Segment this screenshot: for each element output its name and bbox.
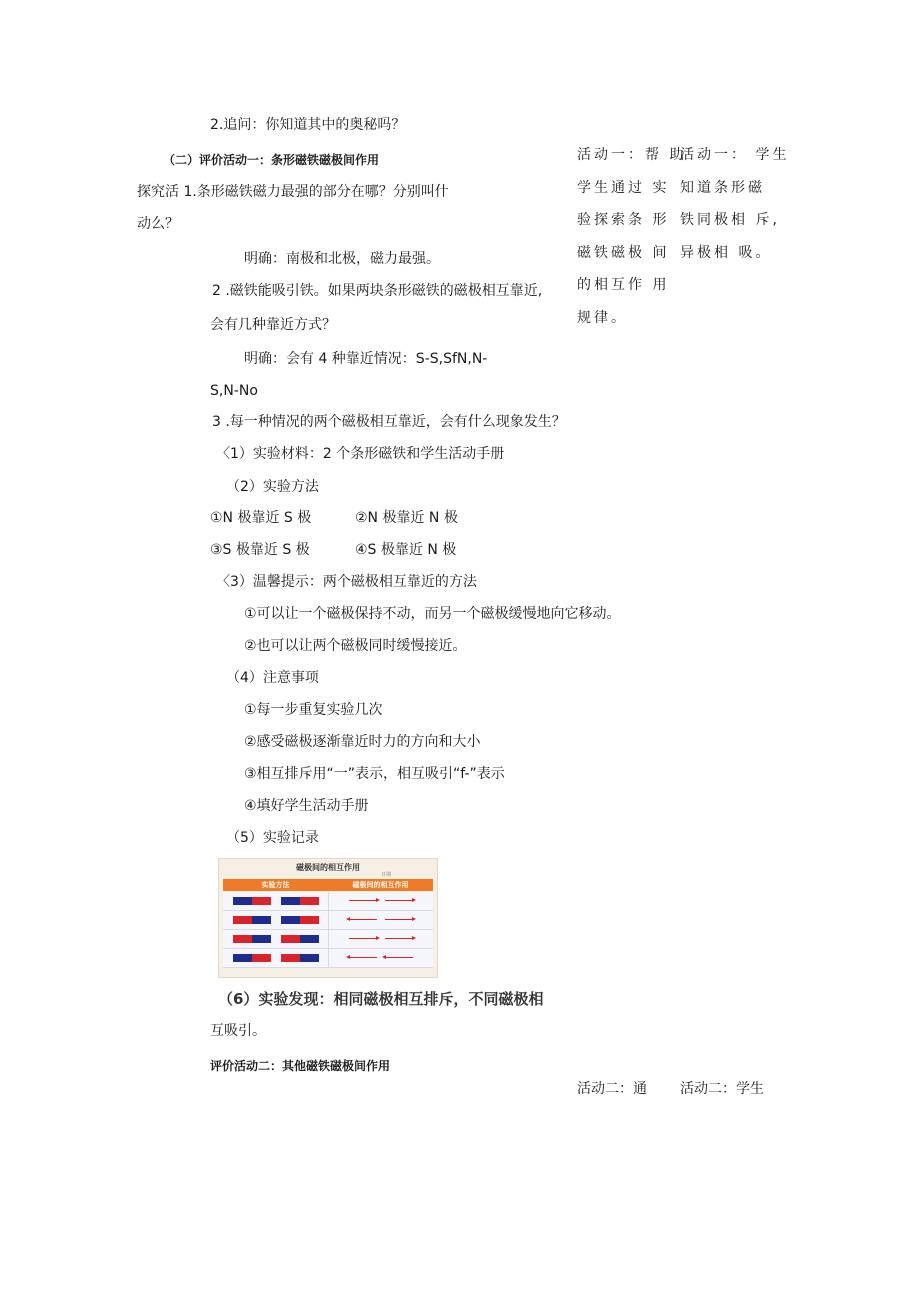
activity-2-purpose: 活动二：通 [577,1081,647,1097]
table-row [223,911,433,930]
method-2: ②N 极靠近 N 极 [355,510,458,526]
tip-1: ①可以让一个磁极保持不动，而另一个磁极缓慢地向它移动。 [244,606,621,622]
outcome-line: 铁同极相 斥, [680,212,780,228]
clarify-2-line-b: S,N-No [210,383,258,399]
point-2-line-b: 会有几种靠近方式？ [210,317,336,333]
arrow-right-icon [349,938,377,939]
record-table-date: 日期 [380,872,391,878]
activity-outcome-column [680,139,789,269]
purpose-line: 活动一：帮 助 [577,147,687,163]
purpose-line: 规律。 [577,309,628,326]
arrow-right-icon [385,938,413,939]
notes-heading: （4）注意事项 [226,670,319,686]
clarify-2-line-a: 明确：会有 4 种靠近情况：S-S,SfN,N- [244,351,488,367]
col-method: 实验方法 [261,881,290,889]
purpose-line: 的相互作 用 [577,277,670,293]
magnet-icon [233,916,271,924]
arrow-right-icon [385,919,413,920]
arrow-left-icon [349,919,377,920]
table-row [223,930,433,949]
magnet-icon [233,954,271,962]
note-2: ②感受磁极逐渐靠近时力的方向和大小 [244,734,481,750]
method-1: ①N 极靠近 S 极 [210,510,312,526]
magnet-icon [233,935,271,943]
activity-2-outcome: 活动二：学生 [680,1081,764,1097]
method-heading: （2）实验方法 [226,479,319,495]
finding-line-b: 互吸引。 [210,1023,266,1039]
purpose-line: 磁铁磁极 间 [577,244,670,261]
table-row [223,949,433,968]
record-table-title: 磁极间的相互作用 [296,863,360,872]
method-4: ④S 极靠近 N 极 [355,542,457,558]
note-4: ④填好学生活动手册 [244,798,369,814]
finding-line-a: （6）实验发现：相同磁极相互排斥，不同磁极相 [218,990,544,1008]
note-1: ①每一步重复实验几次 [244,702,383,718]
note-3: ③相互排斥用“一”表示，相互吸引“f-”表示 [244,766,505,782]
arrow-left-icon [349,957,377,958]
point-3: 3 .每一种情况的两个磁极相互靠近，会有什么现象发生？ [212,414,566,430]
explore-1-line-a: 探究活 1.条形磁铁磁力最强的部分在哪？分别叫什 [137,184,449,200]
magnet-icon [281,916,319,924]
materials: 〈1）实验材料：2 个条形磁铁和学生活动手册 [216,446,505,462]
explore-1-line-b: 动么？ [137,216,179,232]
outcome-line: 知道条形磁 [680,179,765,196]
record-table-header [223,879,433,891]
magnet-icon [281,935,319,943]
outcome-line: 活动一： 学生 [680,147,790,163]
col-result: 磁极间的相互作用 [352,881,409,889]
activity-purpose-column [577,139,686,334]
table-row [223,892,433,911]
magnet-icon [281,954,319,962]
record-heading: （5）实验记录 [226,830,319,846]
tips-heading: 〈3）温馨提示：两个磁极相互靠近的方法 [216,574,477,590]
experiment-record-table [218,858,438,978]
eval-activity-1-heading: （二）评价活动一：条形磁铁磁极间作用 [163,153,380,167]
arrow-right-icon [349,900,377,901]
outcome-line: 异极相 吸。 [680,244,773,261]
tip-2: ②也可以让两个磁极同时缓慢接近。 [244,638,467,654]
method-3: ③S 极靠近 S 极 [210,542,310,558]
arrow-right-icon [385,900,413,901]
clarify-1: 明确：南极和北极，磁力最强。 [244,251,440,267]
magnet-icon [281,897,319,905]
purpose-line: 验探索条 形 [577,212,670,228]
point-2-line-a: 2 .磁铁能吸引铁。如果两块条形磁铁的磁极相互靠近, [212,283,543,299]
eval-activity-2-heading: 评价活动二：其他磁铁磁极间作用 [210,1059,391,1073]
magnet-icon [233,897,271,905]
arrow-left-icon [385,957,413,958]
purpose-line: 学生通过 实 [577,179,670,196]
question-2: 2.追问：你知道其中的奥秘吗？ [210,117,406,133]
